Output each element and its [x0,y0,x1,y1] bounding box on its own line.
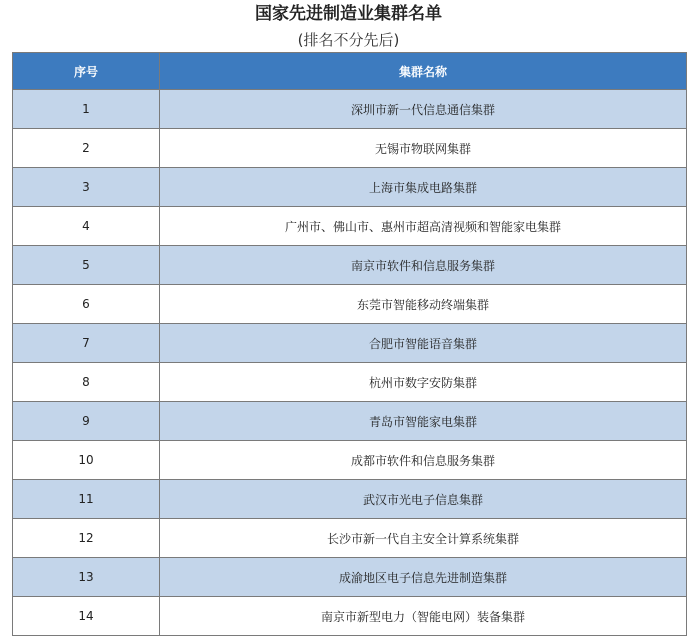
column-header-number: 序号 [13,53,160,90]
table-row [13,558,687,597]
row-number: 4 [13,207,160,246]
row-number: 8 [13,363,160,402]
table-row [13,207,687,246]
cluster-name: 青岛市智能家电集群 [160,402,687,441]
row-number: 2 [13,129,160,168]
page-title: 国家先进制造业集群名单 [255,4,442,24]
row-number: 11 [13,480,160,519]
row-number: 1 [13,90,160,129]
cluster-name: 广州市、佛山市、惠州市超高清视频和智能家电集群 [160,207,687,246]
row-number: 12 [13,519,160,558]
row-number: 5 [13,246,160,285]
cluster-name: 杭州市数字安防集群 [160,363,687,402]
cluster-name: 成都市软件和信息服务集群 [160,441,687,480]
row-number: 3 [13,168,160,207]
table-row [13,480,687,519]
page-subtitle: (排名不分先后) [297,31,400,49]
row-number: 14 [13,597,160,636]
cluster-name: 长沙市新一代自主安全计算系统集群 [160,519,687,558]
cluster-name: 无锡市物联网集群 [160,129,687,168]
cluster-name: 武汉市光电子信息集群 [160,480,687,519]
table-row [13,324,687,363]
cluster-table [12,52,687,636]
table-body [13,90,687,636]
cluster-name: 深圳市新一代信息通信集群 [160,90,687,129]
column-header-name: 集群名称 [160,53,687,90]
table-header-row [13,53,687,90]
row-number: 13 [13,558,160,597]
table-row [13,597,687,636]
table-row [13,246,687,285]
row-number: 10 [13,441,160,480]
table-row [13,363,687,402]
table-row [13,402,687,441]
table-row [13,129,687,168]
table-row [13,285,687,324]
row-number: 9 [13,402,160,441]
row-number: 7 [13,324,160,363]
cluster-name: 南京市软件和信息服务集群 [160,246,687,285]
table-row [13,519,687,558]
cluster-name: 上海市集成电路集群 [160,168,687,207]
row-number: 6 [13,285,160,324]
cluster-name: 合肥市智能语音集群 [160,324,687,363]
cluster-name: 成渝地区电子信息先进制造集群 [160,558,687,597]
cluster-name: 南京市新型电力（智能电网）装备集群 [160,597,687,636]
table-row [13,90,687,129]
cluster-name: 东莞市智能移动终端集群 [160,285,687,324]
table-row [13,441,687,480]
table-row [13,168,687,207]
